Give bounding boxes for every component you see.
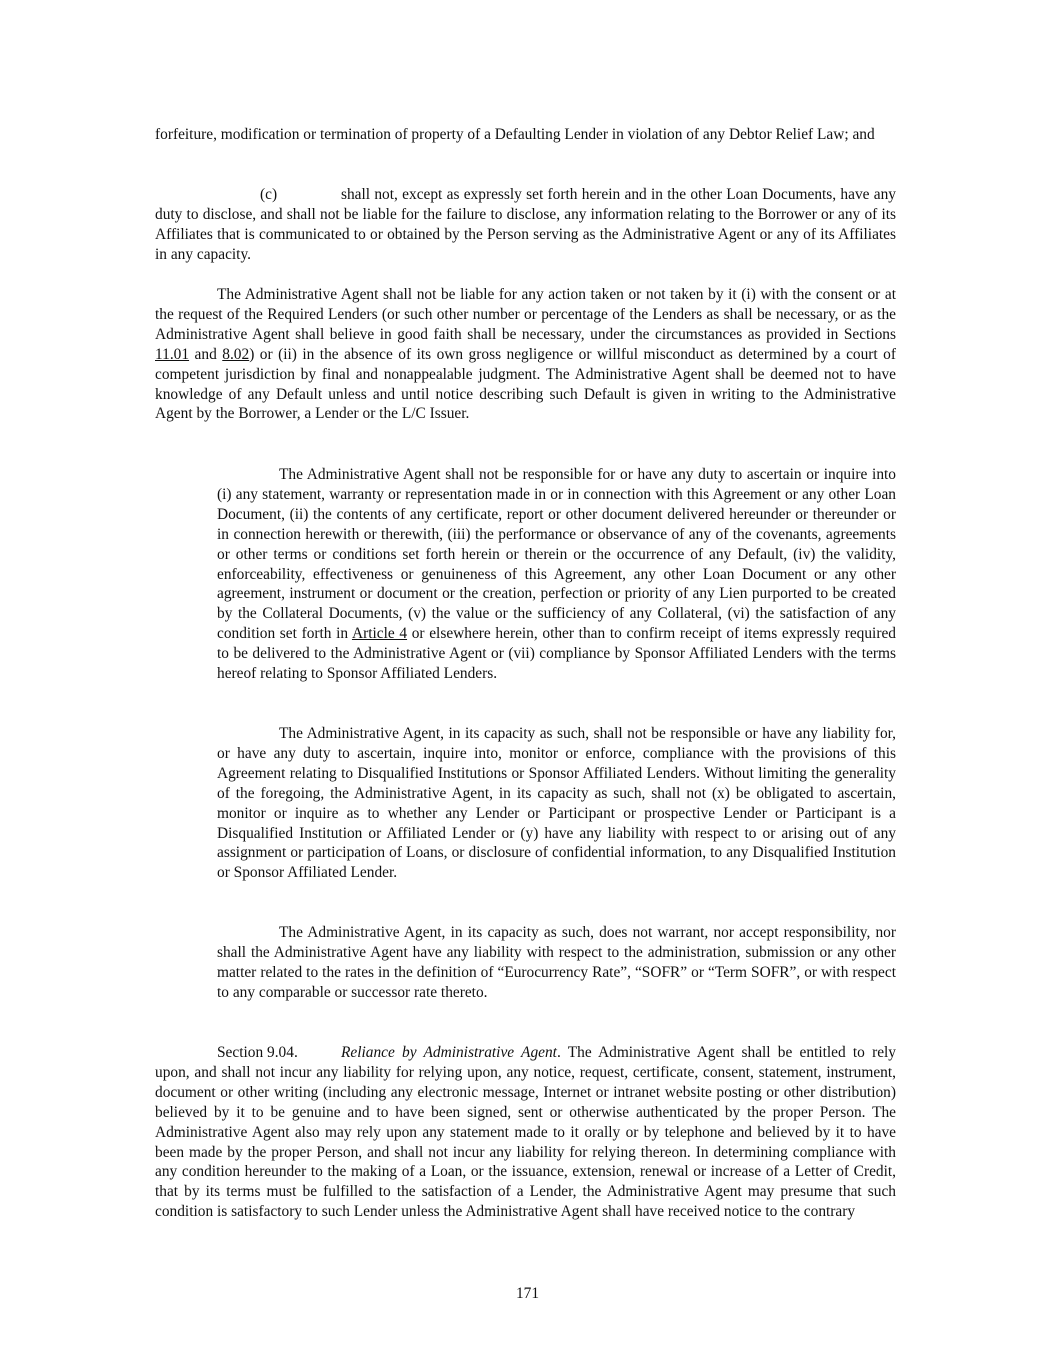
article-reference: Article 4: [351, 625, 408, 643]
paragraph-liability: [155, 285, 896, 424]
clause-label-wrap: [155, 185, 341, 205]
page-number: 171: [515, 1285, 540, 1302]
text-run: or elsewhere herein, other than to confirm receipt of items expressly required to be delivered to the Administrative Agent or (vii) compliance by Sponsor Affiliated Lenders with the terms hereof relating to Sponsor Affiliated Lenders.: [217, 625, 896, 683]
paragraph-text: The Administrative Agent, in its capacity as such, does not warrant, nor accept responsibility, nor shall the Administrative Agent have any liability with respect to the administration, submission or any other matter related to the rates in the definition of “Eurocurrency Rate”, “SOFR” or “Term SOFR”, or with respect to any comparable or successor rate thereto.: [217, 924, 896, 1001]
paragraph-disqualified-institutions: [217, 724, 896, 883]
text-run: The Administrative Agent shall not be liable for any action taken or not taken by it (i) with the consent or at the request of the Required Lenders (or such other number or percentage of the Lenders as shall be necessary, or as the Administrative Agent shall believe in good faith shall be necessary, under the circumstances as provided in Sections: [155, 286, 896, 343]
section-reference: 11.01: [155, 345, 190, 363]
paragraph-text: forfeiture, modification or termination of property of a Defaulting Lender in violation of any Debtor Relief Law; and: [155, 126, 875, 143]
text-run: and: [189, 345, 223, 363]
section-9-04: [155, 1043, 896, 1222]
section-number: Section 9.04.: [217, 1044, 298, 1061]
paragraph-continuation: [155, 125, 896, 145]
text-run: The Administrative Agent shall not be responsible for or have any duty to ascertain or inquire into (i) any statement, warranty or representation made in or in connection with this Agreement or any other Loan Document, (ii) the contents of any certificate, report or other document delivered hereunder or thereunder or in connection herewith or therewith, (iii) the performance or observance of any of the covenants, agreements or other terms or conditions set forth herein or therein or the occurrence of any Default, (iv) the validity, enforceability, effectiveness or genuineness of this Agreement, any other Loan Document or any other agreement, instrument or document or the creation, perfection or priority of any Lien purported to be created by the Collateral Documents, (v) the value or the sufficiency of any Collateral, (vi) the satisfaction of any condition set forth in: [217, 466, 896, 643]
text-run: ) or (ii) in the absence of its own gross negligence or willful misconduct as determined by a court of competent jurisdiction by final and nonappealable judgment. The Administrative Agent shall be deemed not to have knowledge of any Default unless and until notice describing such Default is given in writing to the Administrative Agent by the Borrower, a Lender or the L/C Issuer.: [155, 345, 896, 423]
section-title: Reliance by Administrative Agent: [341, 1044, 557, 1061]
paragraph-clause-c: [155, 185, 896, 265]
paragraph-not-responsible: [217, 465, 896, 684]
paragraph-rates: [217, 923, 896, 1003]
paragraph-text: The Administrative Agent, in its capacity as such, shall not be responsible or have any liability for, or have any duty to ascertain, inquire into, monitor or enforce, compliance with the provisions of this Agreement relating to Disqualified Institutions or Sponsor Affiliated Lenders. Without limiting the generality of the foregoing, the Administrative Agent, in its capacity as such, shall not (x) be obligated to ascertain, monitor or inquire as to whether any Lender or Participant or prospective Lender or Participant is a Disqualified Institution or Affiliated Lender or (y) have any liability with respect to or arising out of any assignment or participation of Loans, or disclosure of confidential information, to any Disqualified Institution or Sponsor Affiliated Lender.: [217, 725, 896, 882]
section-text: . The Administrative Agent shall be entitled to rely upon, and shall not incur any liability for relying upon, any notice, request, certificate, consent, statement, instrument, document or other writing (including any electronic message, Internet or intranet website posting or other distribution) believed by it to be genuine and to have been signed, sent or otherwise authenticated by the proper Person. The Administrative Agent also may rely upon any statement made to it orally or by telephone and believed by it to have been made by the proper Person, and shall not incur any liability for relying thereon. In determining compliance with any condition hereunder to the making of a Loan, or the issuance, extension, renewal or increase of a Letter of Credit, that by its terms must be fulfilled to the satisfaction of a Lender, the Administrative Agent may presume that such condition is satisfactory to such Lender unless the Administrative Agent shall have received notice to the contrary: [155, 1044, 896, 1221]
section-reference: 8.02: [222, 345, 250, 363]
paragraph-text: shall not, except as expressly set forth herein and in the other Loan Documents, have any duty to disclose, and shall not be liable for the failure to disclose, any information relating to the Borrower or any of its Affiliates that is communicated to or obtained by the Person serving as the Administrative Agent or any of its Affiliates in any capacity.: [155, 186, 896, 263]
clause-label: (c): [260, 186, 278, 203]
